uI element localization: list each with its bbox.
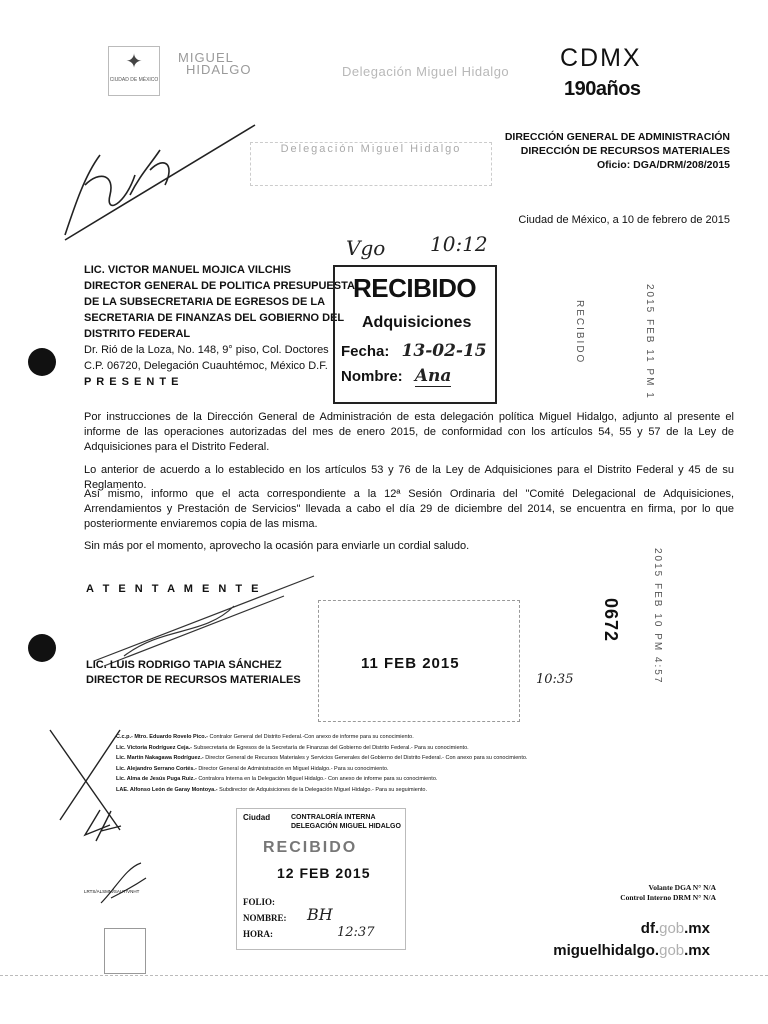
body-paragraph-3: Así mismo, informo que el acta correspondiente a la 12ª Sesión Ordinaria del "Comité Delegacional de Adquisiciones, Arrendamientos y Prestación de Servicios" llevada a cabo el día 29 de diciembre del 2014, se encuentra en firma, por lo que posteriormente enviaremos copia de las misma. <box>84 488 734 530</box>
contraloria-nombre-hand: BH <box>307 905 333 924</box>
received-stamp-feb11 <box>318 600 520 722</box>
cdmx-wordmark: CDMX <box>560 44 642 72</box>
punch-hole-icon <box>28 634 56 662</box>
addressee-block <box>84 262 362 390</box>
ccp-item: Lic. Alma de Jesús Puga Ruiz.- Contralora Interna en la Delegación Miguel Hidalgo.- Con anexo de informe para su conocimiento. <box>116 776 438 782</box>
city-emblem-icon: ✦ <box>125 51 143 73</box>
addressee-title-4: DISTRITO FEDERAL <box>84 328 191 340</box>
addressee-name: LIC. VICTOR MANUEL MOJICA VILCHIS <box>84 264 291 276</box>
recibido-initials: Vgo <box>346 236 386 260</box>
recibido-stamp <box>333 265 497 404</box>
signatory-title: DIRECTOR DE RECURSOS MATERIALES <box>86 674 301 686</box>
ccp-item: C.c.p.- Mtro. Eduardo Rovelo Pico.- Contralor General del Distrito Federal.-Con anexo de informe para su conocimiento. <box>116 734 414 740</box>
volante-block <box>620 883 716 903</box>
addressee-address-1: Dr. Rió de la Loza, No. 148, 9° piso, Col. Doctores <box>84 344 329 356</box>
recibido-fecha-value: 13-02-15 <box>401 341 487 361</box>
contraloria-nombre: NOMBRE: <box>243 913 287 923</box>
delegation-crest-icon <box>104 928 146 974</box>
recibido-area: Adquisiciones <box>362 314 472 331</box>
stamp-feb11-time: 10:35 <box>536 672 574 687</box>
ccp-item: Lic. Victoria Rodríguez Ceja.- Subsecretaria de Egresos de la Secretaría de Finanzas del Gobierno del Distrito Federal.- Para su conocimiento. <box>116 744 469 751</box>
addressee-address-2: C.P. 06720, Delegación Cuauhtémoc, México D.F. <box>84 360 328 372</box>
contraloria-hora-hand: 12:37 <box>337 925 375 940</box>
contraloria-date: 12 FEB 2015 <box>277 865 371 881</box>
small-signature <box>96 858 156 908</box>
stamp-feb11-date: 11 FEB 2015 <box>361 655 460 672</box>
presente-label: P R E S E N T E <box>84 376 180 388</box>
recibido-nombre-label: Nombre: <box>341 368 403 385</box>
addressee-title-3: SECRETARIA DE FINANZAS DEL GOBIERNO DEL <box>84 312 345 324</box>
addressee-title-2: DE LA SUBSECRETARIA DE EGRESOS DE LA <box>84 296 326 308</box>
document-date: Ciudad de México, a 10 de febrero de 2015 <box>518 214 730 226</box>
recibido-nombre-value: Ana <box>414 366 452 386</box>
city-logo-caption: CIUDAD DE MÉXICO <box>109 77 159 83</box>
faded-stamp-text: Delegación Miguel Hidalgo <box>280 143 462 155</box>
website-miguelhidalgo[interactable]: miguelhidalgo.gob.mx <box>553 942 710 959</box>
signatory-name: LIC. LUIS RODRIGO TAPIA SÁNCHEZ <box>86 659 282 671</box>
contraloria-stamp <box>236 808 406 950</box>
mh-logo-line1: MIGUEL <box>178 50 234 65</box>
department-line-1: DIRECCIÓN GENERAL DE ADMINISTRACIÓN <box>504 131 730 143</box>
footer-divider <box>0 975 768 990</box>
punch-hole-icon <box>28 348 56 376</box>
contraloria-ciudad: Ciudad <box>243 813 271 822</box>
contraloria-header: CONTRALORÍA INTERNA DELEGACIÓN MIGUEL HIDALGO <box>291 814 401 830</box>
website-df[interactable]: df.gob.mx <box>640 920 710 937</box>
handwritten-annotation <box>55 115 275 255</box>
recibido-fecha-label: Fecha: <box>341 343 390 360</box>
ccp-list <box>116 732 527 795</box>
mh-logo-line2: HIDALGO <box>186 62 252 77</box>
ccp-item: Lic. Martín Nakagawa Rodríguez.- Director General de Recursos Materiales y Servicios Generales del Gobierno del Distrito Federal.- Con anexo para su conocimiento. <box>116 755 528 761</box>
side-stamp-1: 2015 FEB 11 PM 1 <box>644 284 655 400</box>
recibido-title: RECIBIDO <box>353 273 477 303</box>
faded-header-stamp <box>250 142 492 186</box>
atentamente-label: A T E N T A M E N T E <box>86 583 262 595</box>
body-paragraph-1: Por instrucciones de la Dirección General de Administración de esta delegación política Miguel Hidalgo, adjunto al presente el informe de las operaciones autorizadas del mes de enero 2015, de conformidad con los artículos 54, 55 y 57 de la Ley de Adquisiciones para el Distrito Federal. <box>84 411 734 453</box>
department-line-2: DIRECCIÓN DE RECURSOS MATERIALES <box>520 145 730 157</box>
ccp-item: Lic. Alejandro Serrano Cortés.- Director General de Administración en Miguel Hidalgo.- Para su conocimiento. <box>116 765 389 772</box>
cdmx-city-logo <box>108 46 160 96</box>
oficio-number: Oficio: DGA/DRM/208/2015 <box>596 159 730 171</box>
body-paragraph-4: Sin más por el momento, aprovecho la ocasión para enviarle un cordial saludo. <box>84 540 470 552</box>
reference-initials: LRTS/ALSMM/SAUT/VNHT <box>84 889 140 894</box>
volante-line-2: Control Interno DRM N° N/A <box>620 893 716 902</box>
signatory-block <box>86 658 301 688</box>
recibido-time: 10:12 <box>430 232 488 256</box>
contraloria-hora: HORA: <box>243 929 273 939</box>
addressee-title-1: DIRECTOR GENERAL DE POLITICA PRESUPUESTAL <box>84 280 362 292</box>
delegation-name: Delegación Miguel Hidalgo <box>342 64 510 79</box>
stamp-feb11-code: 0672 <box>601 598 621 643</box>
department-block <box>505 130 730 172</box>
contraloria-recibido: RECIBIDO <box>263 839 358 856</box>
side-stamp-3: 2015 FEB 10 PM 4:57 <box>652 548 663 685</box>
body-paragraph-2: Lo anterior de acuerdo a lo establecido en los artículos 53 y 76 de la Ley de Adquisiciones para el Distrito Federal y 45 de su Reglamento. <box>84 464 734 491</box>
anniversary-wordmark: 190años <box>564 78 641 100</box>
side-stamp-2: RECIBIDO <box>574 300 585 365</box>
contraloria-folio: FOLIO: <box>243 897 276 907</box>
volante-line-1: Volante DGA N° N/A <box>648 883 716 892</box>
ccp-item: LAE. Alfonso León de Garay Montoya.- Subdirector de Adquisiciones de la Delegación Miguel Hidalgo.- Para su seguimiento. <box>116 786 427 793</box>
miguel-hidalgo-logo <box>178 52 252 76</box>
handwritten-initial <box>86 806 126 846</box>
